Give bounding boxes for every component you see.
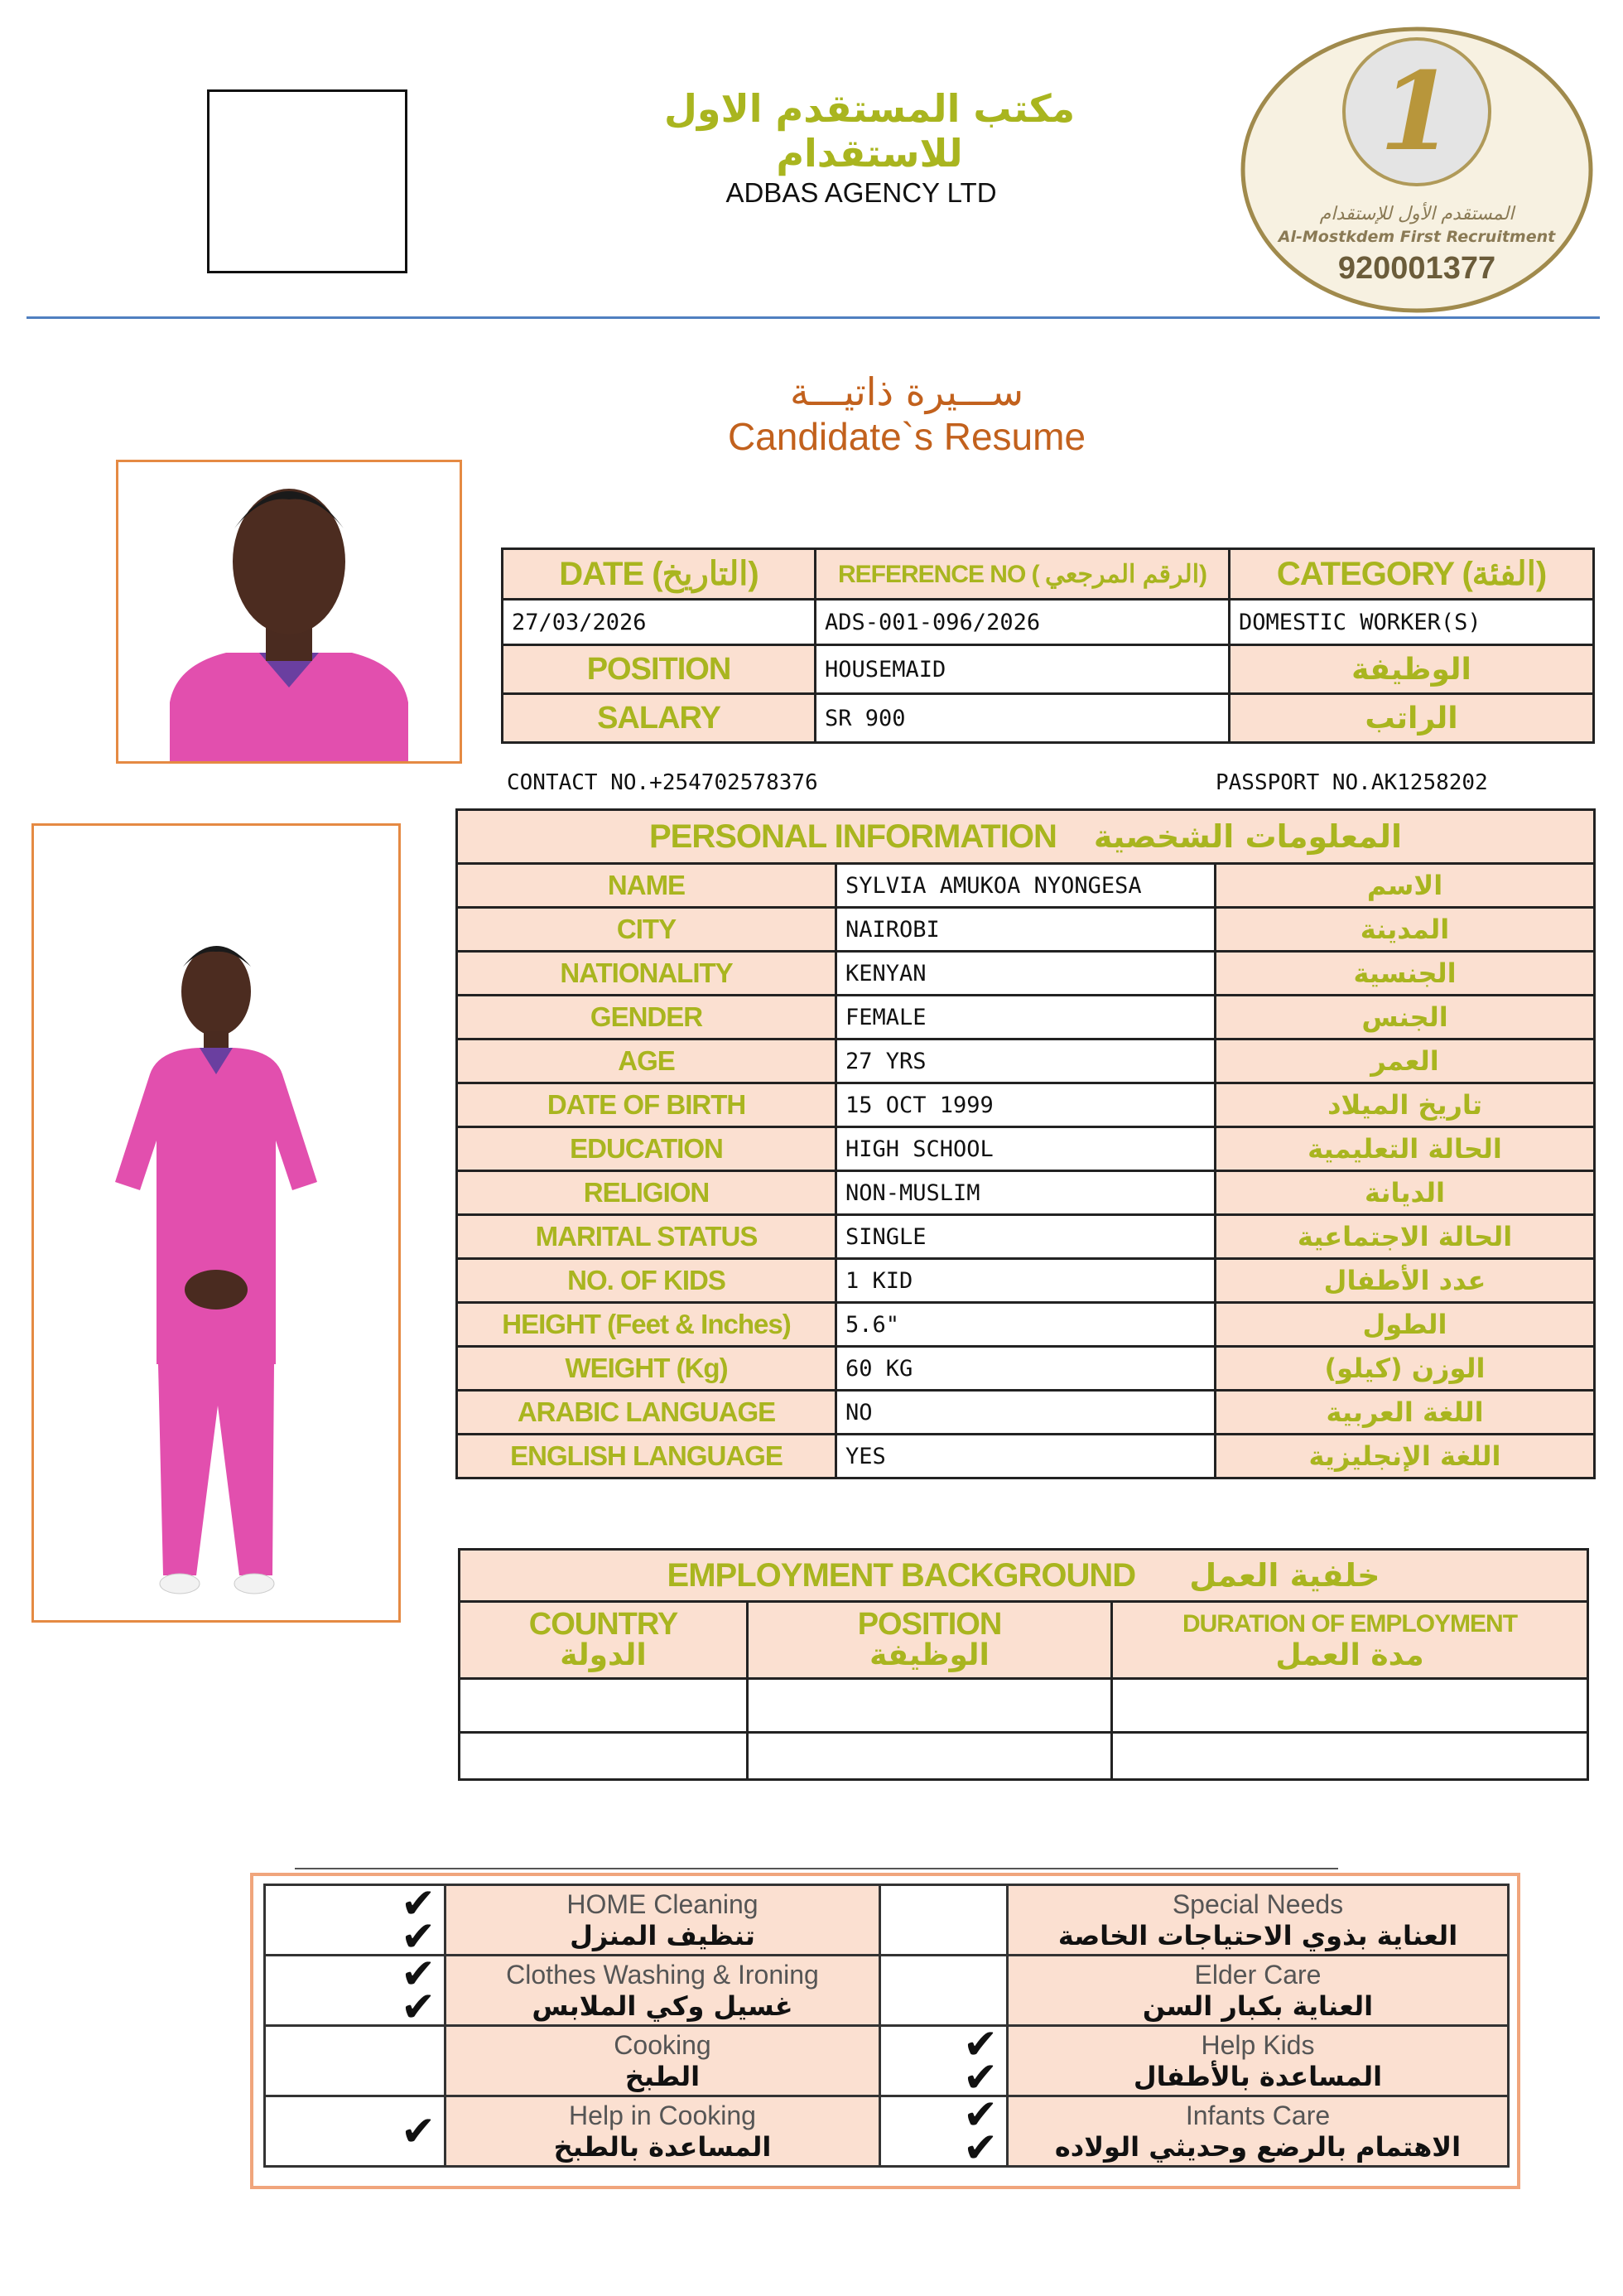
salary-label: SALARY	[503, 694, 816, 743]
field-label: HEIGHT (Feet & Inches)	[457, 1303, 836, 1347]
skill-left-ar: تنظيف المنزل	[570, 1919, 755, 1951]
col-position	[748, 1602, 1112, 1679]
skills-divider	[295, 1868, 1338, 1869]
field-value: SINGLE	[836, 1215, 1216, 1259]
reference-value: ADS-001-096/2026	[816, 600, 1230, 645]
header-divider	[26, 316, 1600, 319]
skill-right-ar: العناية بكبار السن	[1142, 1990, 1374, 2022]
employment-heading-en: EMPLOYMENT BACKGROUND	[667, 1556, 1136, 1594]
employment-cell	[1112, 1733, 1588, 1780]
field-label: AGE	[457, 1039, 836, 1083]
skill-check-left: ✔ ✔	[265, 1956, 445, 2026]
skill-right-en: Help Kids	[1201, 2029, 1315, 2060]
employment-heading-ar: خلفية العمل	[1189, 1556, 1380, 1594]
skill-right-ar: العناية بذوي الاحتياجات الخاصة	[1057, 1919, 1458, 1951]
field-label-arabic: العمر	[1216, 1039, 1595, 1083]
seal-english-name: Al-Mostkdem First Recruitment	[1278, 228, 1556, 246]
field-label: WEIGHT (Kg)	[457, 1347, 836, 1391]
field-label-arabic: الجنس	[1216, 996, 1595, 1039]
skill-left-ar: غسيل وكي الملابس	[532, 1990, 793, 2022]
skill-check-right: ✔ ✔	[880, 2026, 1008, 2096]
skill-check-right	[880, 1885, 1008, 1956]
employment-cell	[1112, 1679, 1588, 1733]
personal-info-row	[457, 1259, 1595, 1303]
field-value: 27 YRS	[836, 1039, 1216, 1083]
summary-table	[501, 547, 1595, 744]
full-body-photo	[31, 823, 401, 1623]
skill-right-en: Special Needs	[1172, 1888, 1344, 1919]
reference-label: REFERENCE NO ( الرقم المرجعي)	[816, 549, 1230, 600]
field-label-arabic: الطول	[1216, 1303, 1595, 1347]
col-country	[460, 1602, 748, 1679]
skill-check-left: ✔	[265, 2096, 445, 2167]
resume-title: Candidate`s Resume	[727, 415, 1086, 458]
col-duration-ar: مدة العمل	[1275, 1638, 1424, 1672]
personal-info-row	[457, 1435, 1595, 1478]
skill-row	[265, 1956, 1509, 2026]
field-value: SYLVIA AMUKOA NYONGESA	[836, 864, 1216, 908]
employment-heading	[460, 1550, 1588, 1602]
employment-cell	[460, 1679, 748, 1733]
field-label-arabic: اللغة الإنجليزية	[1216, 1435, 1595, 1478]
skill-row	[265, 2026, 1509, 2096]
personal-info-row	[457, 1215, 1595, 1259]
skill-right	[1008, 2026, 1509, 2096]
date-value: 27/03/2026	[503, 600, 816, 645]
col-duration-en: DURATION OF EMPLOYMENT	[1182, 1610, 1518, 1638]
field-value: KENYAN	[836, 952, 1216, 996]
skill-right-ar: الاهتمام بالرضع وحديثي الولاده	[1054, 2130, 1462, 2163]
field-label-arabic: المدينة	[1216, 908, 1595, 952]
skill-right-ar: المساعدة بالأطفال	[1133, 2060, 1383, 2092]
personal-info-heading-ar: المعلومات الشخصية	[1093, 818, 1403, 855]
field-label: NO. OF KIDS	[457, 1259, 836, 1303]
col-position-en: POSITION	[857, 1607, 1002, 1642]
date-label: DATE (التاريخ)	[503, 549, 816, 600]
skill-left	[445, 1885, 880, 1956]
passport-number: PASSPORT NO.AK1258202	[1216, 770, 1488, 795]
field-label-arabic: الاسم	[1216, 864, 1595, 908]
logo-placeholder	[207, 89, 407, 273]
skill-left	[445, 2026, 880, 2096]
field-label: ARABIC LANGUAGE	[457, 1391, 836, 1435]
skill-right-en: Infants Care	[1185, 2100, 1331, 2130]
field-value: FEMALE	[836, 996, 1216, 1039]
personal-info-heading-en: PERSONAL INFORMATION	[648, 818, 1057, 855]
seal-arabic-name: المستقدم الأول للإستقدام	[1319, 204, 1515, 224]
field-label: DATE OF BIRTH	[457, 1083, 836, 1127]
skill-check-left: ✔ ✔	[265, 1885, 445, 1956]
field-label-arabic: الديانة	[1216, 1171, 1595, 1215]
field-label-arabic: الجنسية	[1216, 952, 1595, 996]
col-position-ar: الوظيفة	[869, 1638, 990, 1672]
employment-cell	[748, 1679, 1112, 1733]
salary-value: SR 900	[816, 694, 1230, 743]
field-label: CITY	[457, 908, 836, 952]
category-value: DOMESTIC WORKER(S)	[1230, 600, 1594, 645]
field-value: 1 KID	[836, 1259, 1216, 1303]
personal-info-heading	[457, 810, 1595, 864]
skill-left-en: Help in Cooking	[569, 2100, 756, 2130]
field-value: YES	[836, 1435, 1216, 1478]
employment-cell	[748, 1733, 1112, 1780]
employment-cell	[460, 1733, 748, 1780]
position-label: POSITION	[503, 645, 816, 694]
col-duration	[1112, 1602, 1588, 1679]
contact-number: CONTACT NO.+254702578376	[507, 770, 818, 795]
skill-check-left	[265, 2026, 445, 2096]
personal-info-row	[457, 1347, 1595, 1391]
personal-info-row	[457, 1303, 1595, 1347]
skill-right	[1008, 1956, 1509, 2026]
skill-left-ar: المساعدة بالطبخ	[553, 2130, 772, 2163]
salary-label-arabic: الراتب	[1230, 694, 1594, 743]
field-value: 5.6"	[836, 1303, 1216, 1347]
skill-left	[445, 2096, 880, 2167]
personal-info-row	[457, 1391, 1595, 1435]
field-label-arabic: الحالة التعليمية	[1216, 1127, 1595, 1171]
headshot-photo	[116, 460, 462, 764]
personal-info-row	[457, 1171, 1595, 1215]
field-label-arabic: اللغة العربية	[1216, 1391, 1595, 1435]
position-value: HOUSEMAID	[816, 645, 1230, 694]
field-label-arabic: الحالة الاجتماعية	[1216, 1215, 1595, 1259]
personal-info-row	[457, 908, 1595, 952]
personal-info-table	[455, 808, 1596, 1479]
personal-info-row	[457, 864, 1595, 908]
field-value: NO	[836, 1391, 1216, 1435]
position-label-arabic: الوظيفة	[1230, 645, 1594, 694]
field-label-arabic: تاريخ الميلاد	[1216, 1083, 1595, 1127]
field-value: HIGH SCHOOL	[836, 1127, 1216, 1171]
skill-row	[265, 2096, 1509, 2167]
field-label: NAME	[457, 864, 836, 908]
skill-left-en: HOME Cleaning	[566, 1888, 759, 1919]
skill-left-ar: الطبخ	[624, 2060, 701, 2092]
resume-title-arabic: ســـيرة ذاتيـــة	[790, 369, 1023, 414]
col-country-en: COUNTRY	[528, 1607, 678, 1642]
personal-info-row	[457, 1083, 1595, 1127]
field-label: NATIONALITY	[457, 952, 836, 996]
skill-left-en: Cooking	[614, 2029, 711, 2060]
col-country-ar: الدولة	[560, 1638, 647, 1672]
skill-left-en: Clothes Washing & Ironing	[506, 1959, 819, 1990]
category-label: CATEGORY (الفئة)	[1230, 549, 1594, 600]
field-value: 60 KG	[836, 1347, 1216, 1391]
field-label: MARITAL STATUS	[457, 1215, 836, 1259]
office-name-arabic: مكتب المستقدم الاول للاستقدام	[663, 86, 1076, 176]
agency-name: ADBAS AGENCY LTD	[725, 177, 997, 208]
skill-left	[445, 1956, 880, 2026]
skill-row	[265, 1885, 1509, 1956]
skills-table	[263, 1884, 1510, 2168]
personal-info-row	[457, 996, 1595, 1039]
seal-phone: 920001377	[1337, 251, 1496, 286]
seal-number: 1	[1379, 48, 1455, 175]
field-label: ENGLISH LANGUAGE	[457, 1435, 836, 1478]
company-seal	[1239, 25, 1595, 315]
field-value: NON-MUSLIM	[836, 1171, 1216, 1215]
field-label-arabic: الوزن (كيلو)	[1216, 1347, 1595, 1391]
field-label: GENDER	[457, 996, 836, 1039]
employment-table	[458, 1548, 1589, 1781]
personal-info-row	[457, 1127, 1595, 1171]
personal-info-row	[457, 1039, 1595, 1083]
skill-right	[1008, 2096, 1509, 2167]
field-value: 15 OCT 1999	[836, 1083, 1216, 1127]
personal-info-row	[457, 952, 1595, 996]
field-value: NAIROBI	[836, 908, 1216, 952]
skill-right-en: Elder Care	[1194, 1959, 1322, 1990]
field-label: EDUCATION	[457, 1127, 836, 1171]
skill-check-right	[880, 1956, 1008, 2026]
field-label-arabic: عدد الأطفال	[1216, 1259, 1595, 1303]
skill-right	[1008, 1885, 1509, 1956]
skill-check-right: ✔ ✔	[880, 2096, 1008, 2167]
field-label: RELIGION	[457, 1171, 836, 1215]
